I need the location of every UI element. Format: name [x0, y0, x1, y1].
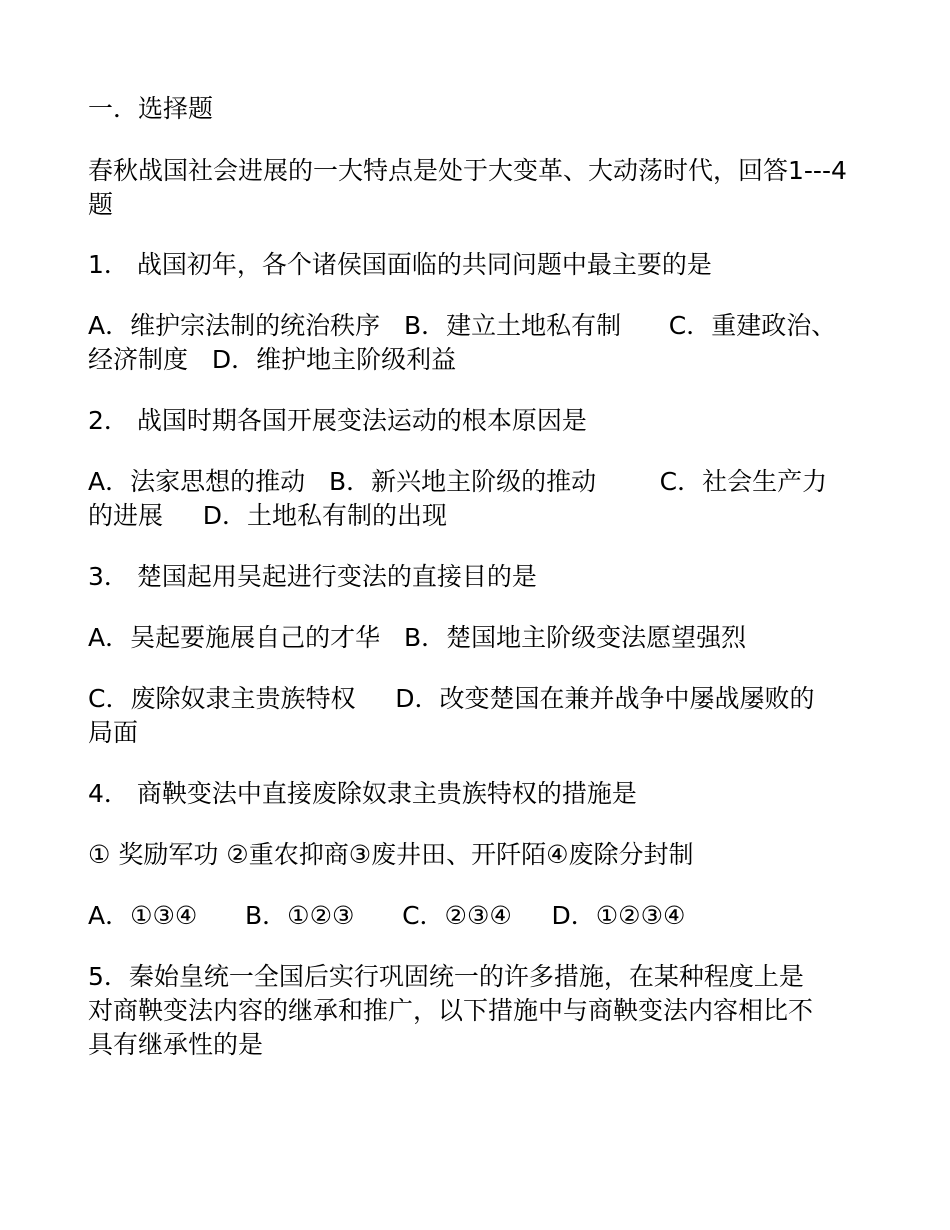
- question-1-options-line1: A．维护宗法制的统治秩序 B．建立土地私有制 C．重建政治、: [88, 311, 837, 340]
- question-5-stem-line3: 具有继承性的是: [88, 1030, 264, 1059]
- question-4-options: A．①③④ B．①②③ C．②③④ D．①②③④: [88, 901, 686, 930]
- question-4-items: ① 奖励军功 ②重农抑商③废井田、开阡陌④废除分封制: [88, 840, 694, 869]
- question-3-stem: 3． 楚国起用吴起进行变法的直接目的是: [88, 562, 537, 591]
- question-4-stem: 4． 商鞅变法中直接废除奴隶主贵族特权的措施是: [88, 779, 637, 808]
- question-5-stem-line2: 对商鞅变法内容的继承和推广，以下措施中与商鞅变法内容相比不: [88, 996, 814, 1025]
- question-3-options-line3: 局面: [88, 718, 139, 747]
- intro-text: 春秋战国社会进展的一大特点是处于大变革、大动荡时代，回答1---4题: [88, 156, 847, 219]
- question-3-options-line1: A．吴起要施展自己的才华 B．楚国地主阶级变法愿望强烈: [88, 623, 747, 652]
- question-2-options-line2: 的进展 D．土地私有制的出现: [88, 501, 447, 530]
- question-2-options-line1: A．法家思想的推动 B．新兴地主阶级的推动 C．社会生产力: [88, 467, 828, 496]
- section-title: 一．选择题: [88, 94, 214, 123]
- question-1-options-line2: 经济制度 D．维护地主阶级利益: [88, 345, 457, 374]
- question-3-options-line2: C．废除奴隶主贵族特权 D．改变楚国在兼并战争中屡战屡败的: [88, 684, 815, 713]
- question-2-stem: 2． 战国时期各国开展变法运动的根本原因是: [88, 406, 587, 435]
- question-5-stem-line1: 5．秦始皇统一全国后实行巩固统一的许多措施，在某种程度上是: [88, 962, 804, 991]
- question-1-stem: 1． 战国初年，各个诸侯国面临的共同问题中最主要的是: [88, 250, 712, 279]
